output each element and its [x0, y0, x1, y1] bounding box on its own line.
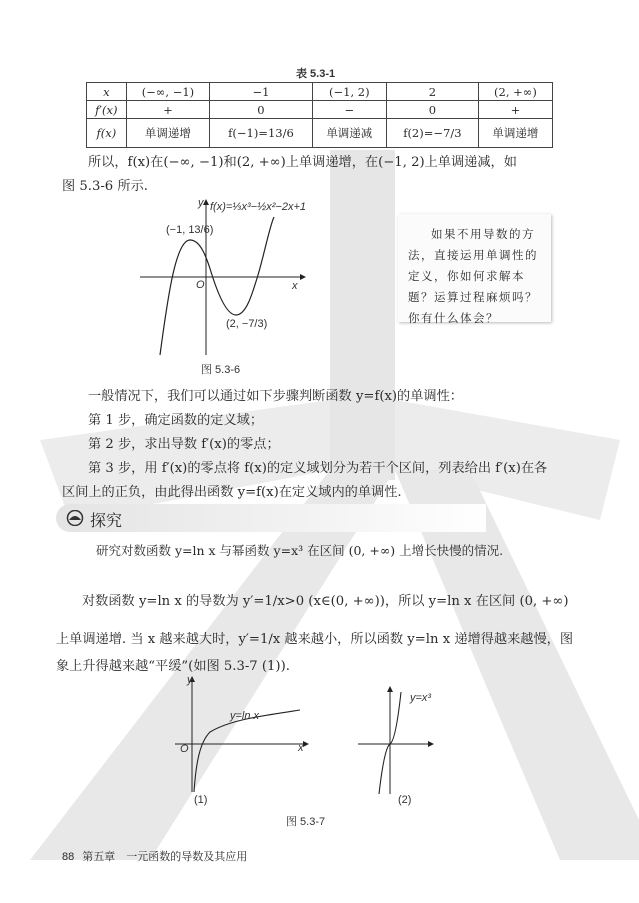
origin-label: O — [196, 279, 205, 291]
paragraph: 图 5.3-6 所示. — [62, 179, 148, 194]
chapter-title: 第五章 一元函数的导数及其应用 — [82, 851, 248, 863]
page-number: 88 — [62, 851, 75, 863]
paragraph: 所以，f(x)在(−∞, −1)和(2, +∞)上单调递增，在(−1, 2)上单调递减，如 — [88, 155, 517, 170]
explore-title: 探究 — [90, 511, 123, 530]
sign-table: x (−∞, −1) −1 (−1, 2) 2 (2, +∞) f′(x) + 0 − 0 + f(x) 单调递增 f(−1)=13/6 单调递减 f(2)=−7/3 单调递增 — [86, 82, 553, 148]
figure-caption: 图 5.3-6 — [201, 364, 241, 376]
page-footer — [62, 848, 247, 864]
explore-text: 研究对数函数 y=ln x 与幂函数 y=x³ 在区间 (0, +∞) 上增长快慢的情况. — [96, 543, 504, 558]
paragraph: 一般情况下，我们可以通过如下步骤判断函数 y=f(x)的单调性： — [88, 389, 463, 404]
min-point-label: (2, −7/3) — [226, 318, 268, 330]
subfigure-label: (1) — [194, 794, 208, 806]
step-1: 第 1 步，确定函数的定义域； — [88, 413, 264, 428]
explore-header — [56, 504, 486, 532]
cube-label: y=x³ — [410, 692, 432, 704]
step-3: 第 3 步，用 f′(x)的零点将 f(x)的定义域划分为若干个区间，列表给出 f′(x)在各 — [88, 461, 548, 476]
paragraph: 对数函数 y=ln x 的导数为 y′=1/x>0 (x∈(0, +∞))，所以 y=ln x 在区间 (0, +∞) — [82, 594, 569, 609]
x-axis-label: x — [292, 280, 298, 292]
y-axis-label: y — [187, 674, 193, 686]
step-3-cont: 区间上的正负，由此得出函数 y=f(x)在定义域内的单调性. — [62, 485, 402, 500]
origin-label: O — [180, 743, 189, 755]
ln-label: y=ln x — [230, 710, 260, 722]
paragraph: 象上升得越来越“平缓”(如图 5.3-7 (1)). — [56, 659, 290, 674]
paragraph: 上单调递增. 当 x 越来越大时，y′=1/x 越来越小，所以函数 y=ln x 递增得越来越慢，图 — [56, 632, 574, 647]
function-label: f(x)=⅓x³−½x²−2x+1 — [210, 201, 306, 213]
side-note: 如果不用导数的方法，直接运用单调性的定义，你如何求解本题？运算过程麻烦吗？你有什么体会？ — [398, 214, 551, 322]
figure-ln — [170, 672, 310, 797]
x-axis-label: x — [298, 742, 304, 754]
figure-5-3-6 — [120, 195, 320, 360]
y-axis-label: y — [198, 197, 204, 209]
subfigure-label: (2) — [398, 794, 412, 806]
figure-caption: 图 5.3-7 — [286, 816, 326, 828]
step-2: 第 2 步，求出导数 f′(x)的零点； — [88, 437, 280, 452]
table-title: 表 5.3-1 — [296, 68, 336, 80]
explore-icon — [66, 510, 84, 526]
max-point-label: (−1, 13/6) — [166, 224, 214, 236]
